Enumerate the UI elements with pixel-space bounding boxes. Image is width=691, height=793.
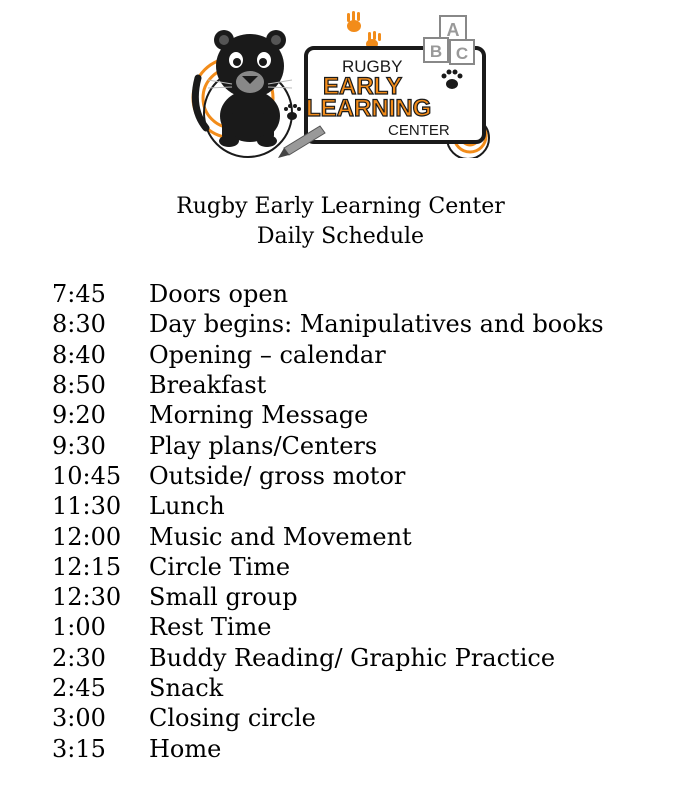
svg-text:RUGBY: RUGBY (342, 57, 403, 76)
schedule-row (52, 491, 672, 521)
schedule-row (52, 309, 672, 339)
abc-blocks-icon (424, 16, 474, 64)
schedule-time: 8:40 (52, 340, 106, 369)
schedule-time: 1:00 (52, 613, 106, 642)
svg-text:CENTER: CENTER (388, 122, 450, 139)
logo-graphic (188, 8, 498, 158)
schedule-row (52, 430, 672, 460)
schedule-time: 12:00 (52, 522, 122, 551)
schedule-time: 8:30 (52, 310, 106, 339)
schedule-activity: Circle Time (149, 552, 291, 581)
schedule-row (52, 673, 672, 703)
svg-text:LEARNING: LEARNING (306, 95, 432, 122)
schedule-activity: Rest Time (149, 613, 272, 642)
schedule-row (52, 733, 672, 763)
center-logo (188, 8, 498, 158)
schedule-activity: Doors open (149, 280, 289, 309)
svg-text:A: A (446, 20, 460, 40)
svg-text:B: B (429, 42, 443, 61)
schedule-time: 11:30 (52, 492, 122, 521)
schedule-time: 9:30 (52, 431, 106, 460)
svg-text:EARLY: EARLY (323, 73, 403, 100)
schedule-row (52, 370, 672, 400)
schedule-activity: Lunch (149, 492, 225, 521)
schedule-activity: Snack (149, 674, 224, 702)
schedule-activity: Small group (149, 583, 298, 612)
schedule-row (52, 521, 672, 551)
page-subtitle: Daily Schedule (256, 224, 425, 249)
schedule-row (52, 643, 672, 673)
schedule-activity: Outside/ gross motor (149, 461, 406, 490)
schedule-activity: Home (149, 734, 222, 763)
schedule-activity: Day begins: Manipulatives and books (149, 310, 604, 339)
svg-text:C: C (455, 44, 469, 63)
schedule-time: 10:45 (52, 461, 122, 490)
schedule-time: 3:00 (52, 704, 106, 733)
schedule-row (52, 461, 672, 491)
schedule-row (52, 340, 672, 370)
handprint-icon (347, 11, 381, 49)
schedule-row (52, 703, 672, 733)
schedule-row (52, 582, 672, 612)
schedule-activity: Opening – calendar (149, 340, 386, 369)
schedule-activity: Buddy Reading/ Graphic Practice (149, 643, 556, 672)
schedule-activity: Closing circle (149, 704, 316, 733)
schedule-time: 8:50 (52, 371, 106, 400)
schedule-row (52, 612, 672, 642)
schedule-time: 7:45 (52, 280, 106, 309)
schedule-heading (0, 192, 681, 252)
schedule-time: 2:45 (52, 674, 106, 702)
schedule-row (52, 279, 672, 309)
schedule-time: 2:30 (52, 643, 106, 672)
schedule-row (52, 552, 672, 582)
schedule-activity: Breakfast (149, 371, 267, 400)
schedule-row (52, 400, 672, 430)
page-title: Rugby Early Learning Center (176, 194, 505, 219)
schedule-activity: Play plans/Centers (149, 431, 378, 460)
schedule-time: 12:15 (52, 552, 122, 581)
schedule-activity: Morning Message (149, 401, 369, 430)
schedule-time: 12:30 (52, 583, 122, 612)
schedule-time: 3:15 (52, 734, 106, 763)
schedule-activity: Music and Movement (149, 522, 412, 551)
schedule-time: 9:20 (52, 401, 106, 430)
schedule-list (52, 279, 672, 764)
